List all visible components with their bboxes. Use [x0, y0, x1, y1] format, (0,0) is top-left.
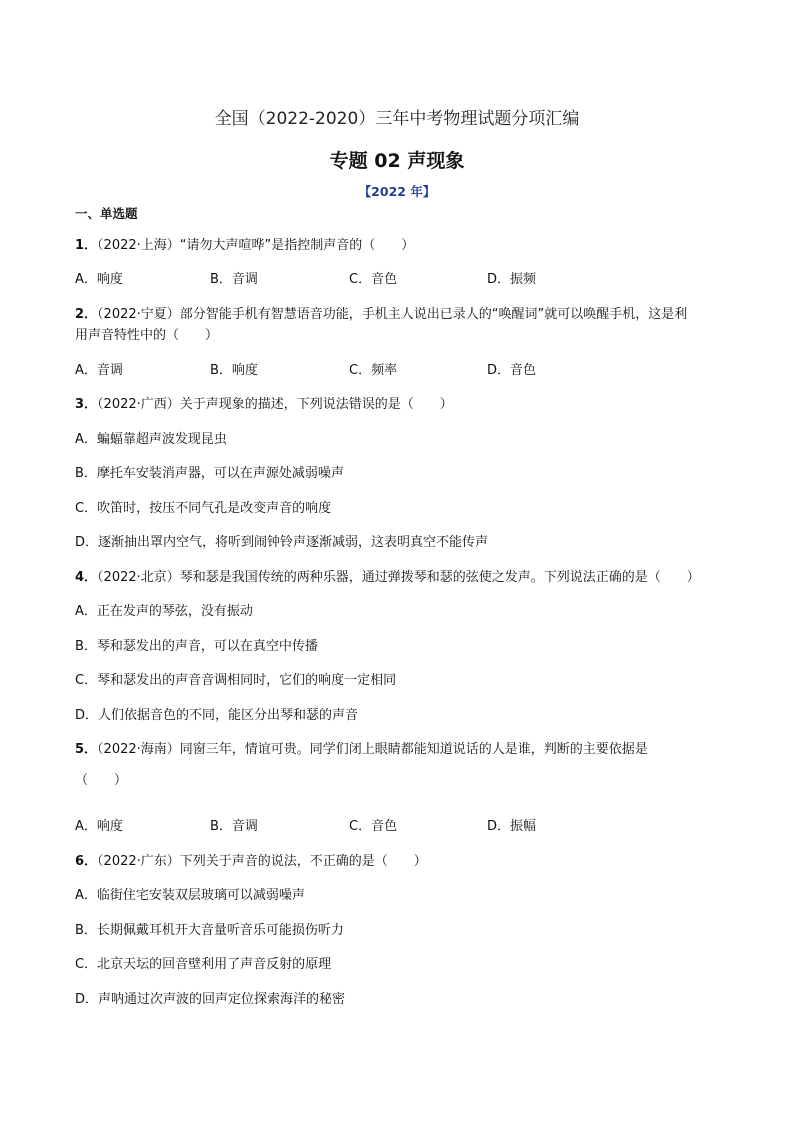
- option-b: B．琴和瑟发出的声音，可以在真空中传播: [75, 639, 318, 654]
- question-stem: （2022·宁夏）部分智能手机有智慧语音功能，手机主人说出已录人的“唤醒词”就可以唤醒手机，这是利: [97, 307, 688, 322]
- option-b: B．摩托车安装消声器，可以在声源处减弱噪声: [75, 466, 344, 481]
- question-2: [75, 306, 687, 324]
- question-stem: （2022·上海）“请勿大声喧哗”是指控制声音的（ ）: [97, 238, 415, 253]
- option-a: A．正在发声的琴弦，没有振动: [75, 604, 253, 619]
- question-number: 6．: [75, 854, 98, 869]
- option-c: C．音色: [349, 272, 398, 287]
- question-stem: （2022·海南）同窗三年，情谊可贵。同学们闭上眼睛都能知道说话的人是谁，判断的主要依据是: [97, 742, 648, 757]
- question-1: [75, 237, 414, 255]
- question-number: 4．: [75, 570, 98, 585]
- year-heading: 【2022 年】: [358, 184, 436, 199]
- question-3: [75, 396, 453, 414]
- option-c: C．音色: [349, 819, 398, 834]
- question-number: 1．: [75, 238, 98, 253]
- question-5: [75, 741, 648, 759]
- document-title: 全国（2022-2020）三年中考物理试题分项汇编: [214, 109, 580, 129]
- question-5-continuation: （ ）: [75, 773, 128, 788]
- option-c: C．频率: [349, 363, 398, 378]
- question-stem: （2022·北京）琴和瑟是我国传统的两种乐器，通过弹拨琴和瑟的弦使之发声。下列说法正确的是（ ）: [97, 570, 700, 585]
- option-c: C．吹笛时，按压不同气孔是改变声音的响度: [75, 501, 332, 516]
- option-c: C．琴和瑟发出的声音音调相同时，它们的响度一定相同: [75, 673, 397, 688]
- option-a: A．音调: [75, 363, 123, 378]
- option-d: D．逐渐抽出罩内空气，将听到闹钟铃声逐渐减弱，这表明真空不能传声: [75, 535, 489, 550]
- option-d: D．振频: [487, 272, 537, 287]
- question-number: 2．: [75, 307, 98, 322]
- option-d: D．音色: [487, 363, 537, 378]
- option-b: B．长期佩戴耳机开大音量听音乐可能损伤听力: [75, 923, 344, 938]
- option-c: C．北京天坛的回音壁利用了声音反射的原理: [75, 957, 332, 972]
- section-heading: 一、单选题: [75, 206, 138, 221]
- question-stem: （2022·广东）下列关于声音的说法，不正确的是（ ）: [97, 854, 427, 869]
- option-a: A．临街住宅安装双层玻璃可以减弱噪声: [75, 888, 305, 903]
- question-2-continuation: 用声音特性中的（ ）: [75, 328, 219, 343]
- option-d: D．声呐通过次声波的回声定位探索海洋的秘密: [75, 992, 346, 1007]
- option-b: B．音调: [210, 819, 258, 834]
- question-stem: （2022·广西）关于声现象的描述，下列说法错误的是（ ）: [97, 397, 453, 412]
- question-4: [75, 569, 700, 587]
- option-b: B．音调: [210, 272, 258, 287]
- question-number: 3．: [75, 397, 98, 412]
- option-a: A．响度: [75, 819, 123, 834]
- topic-title: 专题 02 声现象: [329, 150, 465, 172]
- option-a: A．响度: [75, 272, 123, 287]
- option-d: D．人们依据音色的不同，能区分出琴和瑟的声音: [75, 708, 359, 723]
- option-a: A．蝙蝠靠超声波发现昆虫: [75, 432, 227, 447]
- question-6: [75, 853, 427, 871]
- option-b: B．响度: [210, 363, 258, 378]
- option-d: D．振幅: [487, 819, 537, 834]
- question-number: 5．: [75, 742, 98, 757]
